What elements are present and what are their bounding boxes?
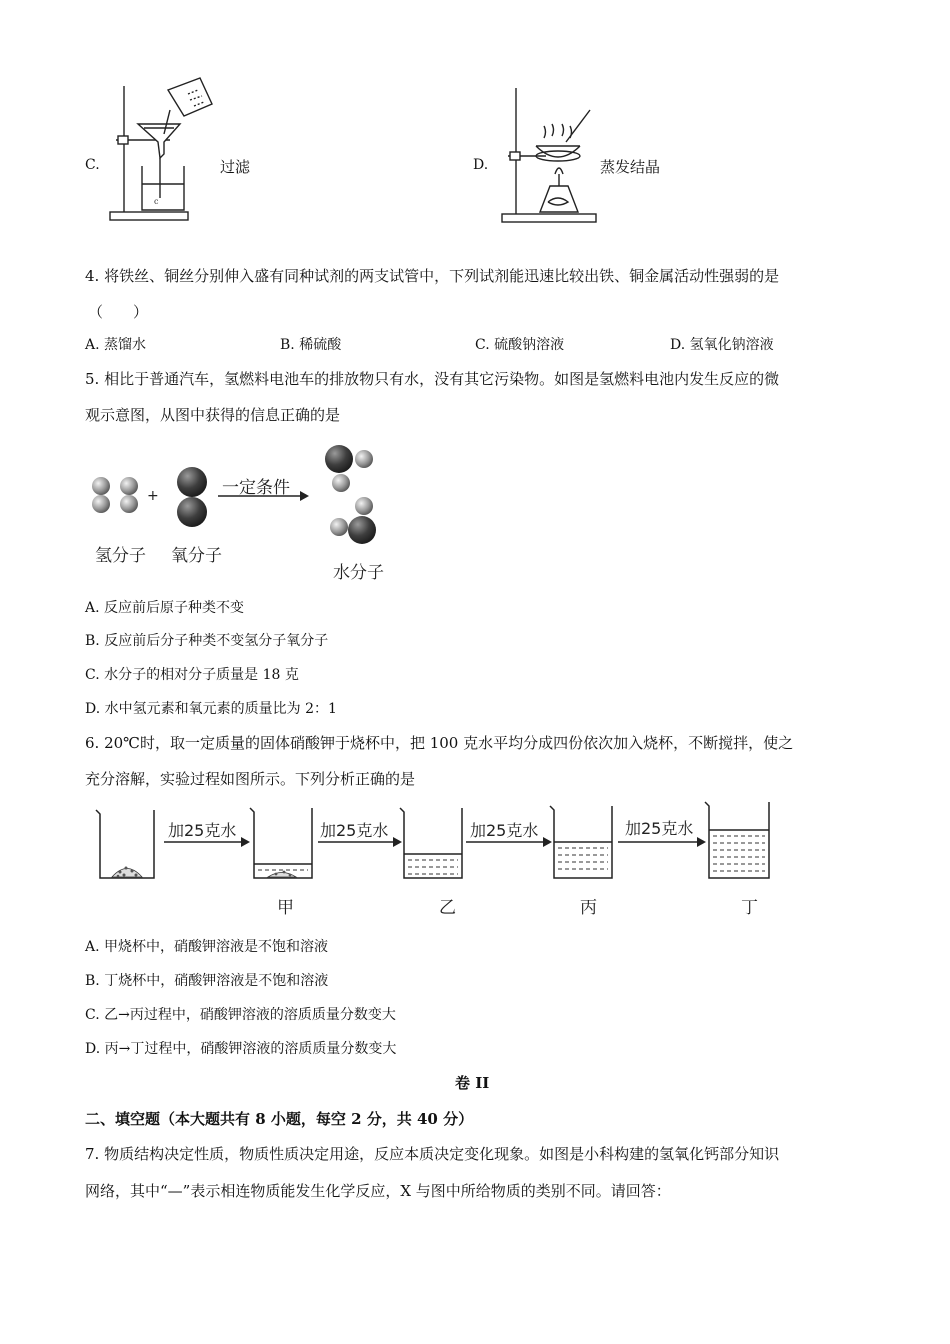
- option-c-text: 过滤: [220, 158, 251, 176]
- beaker-ding: [705, 802, 769, 878]
- beaker-label-yi: 乙: [439, 898, 456, 918]
- arrow-2-label: 加25克水: [320, 821, 389, 840]
- q5-option-c: C. 水分子的相对分子质量是 18 克: [85, 667, 299, 683]
- q5-option-d: D. 水中氢元素和氧元素的质量比为 2：1: [85, 701, 337, 717]
- section-heading: 二、填空题（本大题共有 8 小题，每空 2 分，共 40 分）: [85, 1110, 474, 1128]
- q4-stem: 4. 将铁丝、铜丝分别伸入盛有同种试剂的两支试管中，下列试剂能迅速比较出铁、铜金属活动性强弱的是: [85, 267, 780, 285]
- q4-paren: （ ）: [88, 303, 149, 321]
- arrow-3-label: 加25克水: [470, 821, 539, 840]
- option-c-letter: C.: [85, 157, 100, 173]
- hydrogen-molecule-label: 氢分子: [95, 546, 146, 566]
- q5-option-a: A. 反应前后原子种类不变: [85, 600, 245, 616]
- filtration-apparatus-figure: [108, 76, 218, 224]
- water-molecule-label: 水分子: [333, 563, 384, 583]
- option-d-letter: D.: [473, 157, 489, 173]
- q6-option-a: A. 甲烧杯中，硝酸钾溶液是不饱和溶液: [85, 939, 329, 955]
- q6-option-c: C. 乙→丙过程中，硝酸钾溶液的溶质质量分数变大: [85, 1007, 396, 1023]
- q4-option-b: B. 稀硫酸: [280, 337, 342, 353]
- q5-stem-line1: 5. 相比于普通汽车，氢燃料电池车的排放物只有水，没有其它污染物。如图是氢燃料电池内发生反应的微: [85, 370, 780, 388]
- svg-text:c: c: [154, 197, 159, 206]
- hydrogen-molecule: [120, 477, 138, 513]
- q4-option-a: A. 蒸馏水: [85, 337, 147, 353]
- arrow-4-label: 加25克水: [625, 819, 694, 838]
- q7-stem-line2: 网络，其中“—”表示相连物质能发生化学反应，X 与图中所给物质的类别不同。请回答：: [85, 1182, 671, 1200]
- q4-option-d: D. 氢氧化钠溶液: [670, 337, 774, 353]
- arrow-1-label: 加25克水: [168, 821, 237, 840]
- q7-stem-line1: 7. 物质结构决定性质，物质性质决定用途，反应本质决定变化现象。如图是小科构建的氢氧化钙部分知识: [85, 1145, 780, 1163]
- solid-residue: [268, 871, 296, 877]
- reaction-condition-label: 一定条件: [222, 478, 290, 498]
- q6-option-b: B. 丁烧杯中，硝酸钾溶液是不饱和溶液: [85, 973, 329, 989]
- beaker-label-ding: 丁: [741, 898, 758, 918]
- reaction-arrow-head: [300, 491, 309, 501]
- plus-sign: +: [147, 488, 159, 504]
- q4-option-c: C. 硫酸钠溶液: [475, 337, 565, 353]
- evaporation-apparatus-figure: [500, 86, 600, 226]
- q6-option-d: D. 丙→丁过程中，硝酸钾溶液的溶质质量分数变大: [85, 1041, 397, 1057]
- q6-stem-line1: 6. 20℃时，取一定质量的固体硝酸钾于烧杯中，把 100 克水平均分成四份依次加入烧杯，不断搅拌，使之: [85, 734, 794, 752]
- oxygen-molecule-label: 氧分子: [171, 546, 222, 566]
- water-molecule: [330, 497, 376, 544]
- q5-option-b: B. 反应前后分子种类不变氢分子氧分子: [85, 633, 329, 649]
- hydrogen-molecule: [92, 477, 110, 513]
- q6-stem-line2: 充分溶解，实验过程如图所示。下列分析正确的是: [85, 770, 416, 788]
- q5-stem-line2: 观示意图，从图中获得的信息正确的是: [85, 406, 341, 424]
- beaker-jia: [250, 808, 312, 878]
- solid-pile: [112, 867, 142, 878]
- dissolution-process-diagram: [90, 800, 790, 890]
- option-d-text: 蒸发结晶: [600, 158, 661, 176]
- beaker-label-bing: 丙: [580, 898, 597, 918]
- water-molecule: [325, 445, 373, 492]
- volume-title: 卷 II: [455, 1074, 490, 1092]
- beaker-label-jia: 甲: [277, 898, 294, 918]
- oxygen-molecule: [177, 467, 207, 527]
